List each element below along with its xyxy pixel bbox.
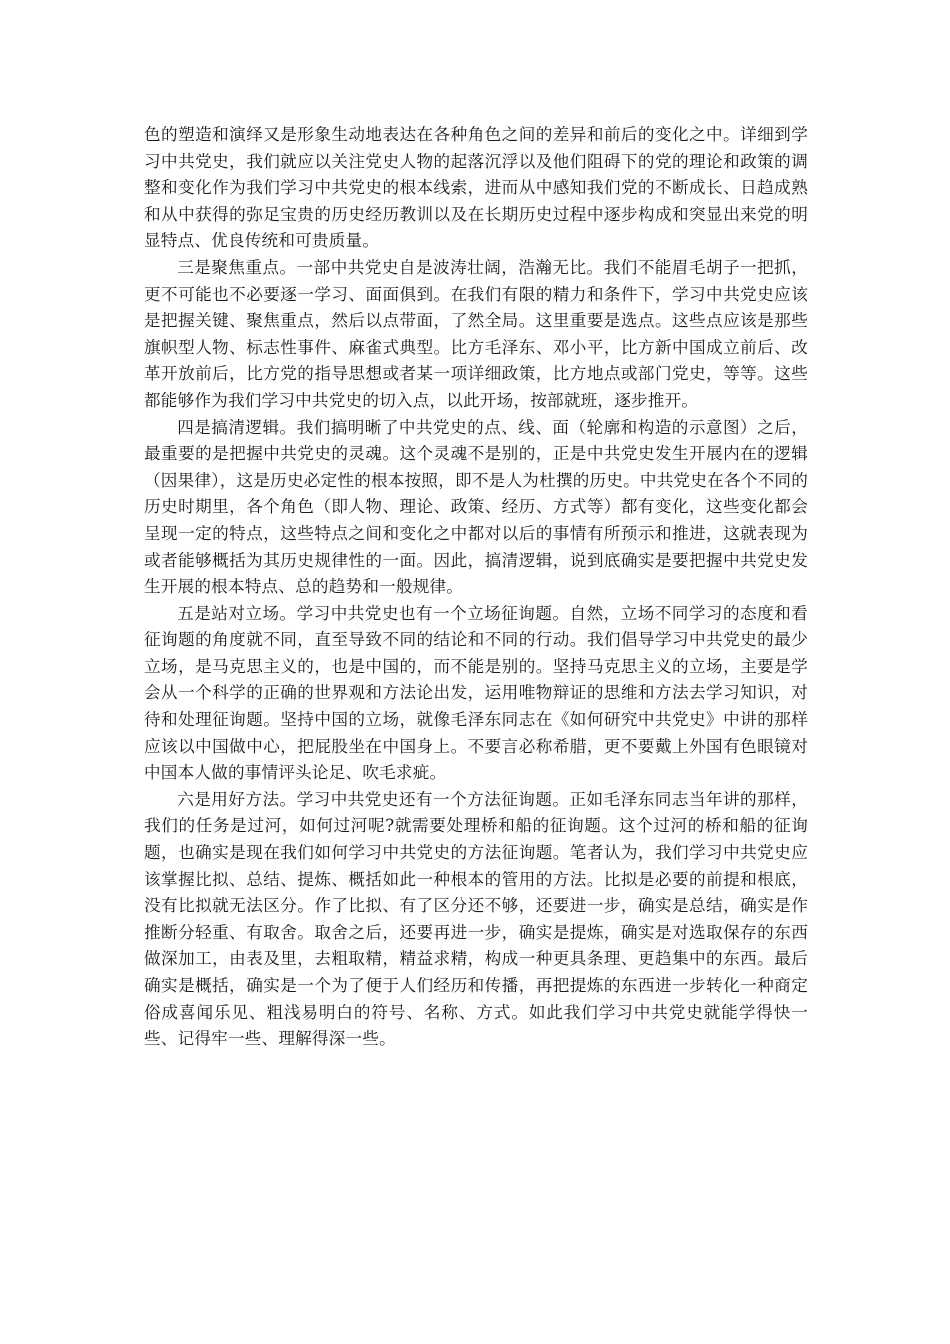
paragraph-focus-key-points: 三是聚焦重点。一部中共党史自是波涛壮阔，浩瀚无比。我们不能眉毛胡子一把抓，更不可能也不必要逐一学习、面面俱到。在我们有限的精力和条件下，学习中共党史应该是把握关键、聚焦重点，然后以点带面，了然全局。这里重要是选点。这些点应该是那些旗帜型人物、标志性事件、麻雀式典型。比方毛泽东、邓小平，比方新中国成立前后、改革开放前后，比方党的指导思想或者某一项详细政策，比方地点或部门党史，等等。这些都能够作为我们学习中共党史的切入点，以此开场，按部就班，逐步推开。 — [144, 257, 808, 410]
paragraph-clarify-logic: 四是搞清逻辑。我们搞明晰了中共党史的点、线、面（轮廓和构造的示意图）之后，最重要的是把握中共党史的灵魂。这个灵魂不是别的，正是中共党史发生开展内在的逻辑（因果律），这是历史必定性的根本按照，即不是人为杜撰的历史。中共党史在各个不同的历史时期里，各个角色（即人物、理论、政策、经历、方式等）都有变化，这些变化都会呈现一定的特点，这些特点之间和变化之中都对以后的事情有所预示和推进，这就表现为或者能够概括为其历史规律性的一面。因此，搞清逻辑，说到底确实是要把握中共党史发生开展的根本特点、总的趋势和一般规律。 — [144, 417, 808, 597]
paragraph-correct-stance: 五是站对立场。学习中共党史也有一个立场征询题。自然，立场不同学习的态度和看征询题的角度就不同，直至导致不同的结论和不同的行动。我们倡导学习中共党史的最少立场，是马克思主义的，也是中国的，而不能是别的。坚持马克思主义的立场，主要是学会从一个科学的正确的世界观和方法论出发，运用唯物辩证的思维和方法去学习知识，对待和处理征询题。坚持中国的立场，就像毛泽东同志在《如何研究中共党史》中讲的那样应该以中国做中心，把屁股坐在中国身上。不要言必称希腊，更不要戴上外国有色眼镜对中国本人做的事情评头论足、吹毛求疵。 — [144, 603, 808, 783]
paragraph-good-methods: 六是用好方法。学习中共党史还有一个方法征询题。正如毛泽东同志当年讲的那样，我们的任务是过河，如何过河呢?就需要处理桥和船的征询题。这个过河的桥和船的征询题，也确实是现在我们如何学习中共党史的方法征询题。笔者认为，我们学习中共党史应该掌握比拟、总结、提炼、概括如此一种根本的管用的方法。比拟是必要的前提和根底，没有比拟就无法区分。作了比拟、有了区分还不够，还要进一步，确实是总结，确实是作推断分轻重、有取舍。取舍之后，还要再进一步，确实是提炼，确实是对选取保存的东西做深加工，由表及里，去粗取精，精益求精，构成一种更具条理、更趋集中的东西。最后确实是概括，确实是一个为了便于人们经历和传播，再把提炼的东西进一步转化一种商定俗成喜闻乐见、粗浅易明白的符号、名称、方式。如此我们学习中共党史就能学得快一些、记得牢一些、理解得深一些。 — [144, 789, 808, 1049]
document-body — [144, 122, 808, 1053]
paragraph-continued: 色的塑造和演绎又是形象生动地表达在各种角色之间的差异和前后的变化之中。详细到学习中共党史，我们就应以关注党史人物的起落沉浮以及他们阻碍下的党的理论和政策的调整和变化作为我们学习中共党史的根本线索，进而从中感知我们党的不断成长、日趋成熟和从中获得的弥足宝贵的历史经历教训以及在长期历史过程中逐步构成和突显出来党的明显特点、优良传统和可贵质量。 — [144, 125, 808, 251]
